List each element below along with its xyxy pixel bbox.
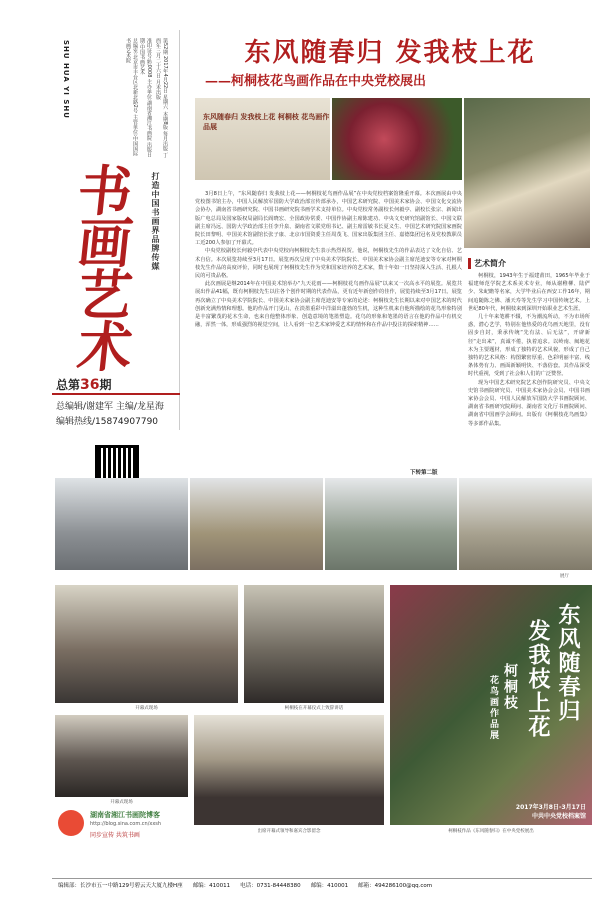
weibo-url[interactable]: http://blog.sina.com.cn/xxsh bbox=[90, 821, 162, 827]
masthead-info-2: 准印证号:黔0008 主办单位:湖南省湘江书画院 出版日期:中国书画艺术 bbox=[139, 38, 152, 158]
footer-fax: 邮编：410001 bbox=[310, 882, 349, 889]
weibo-name: 湖南省湘江书画院博客 bbox=[90, 811, 160, 819]
gallery-strip bbox=[55, 478, 592, 570]
hotline: 编辑热线/15874907790 bbox=[56, 417, 159, 427]
poster-subtitle: 花鸟画作品展 bbox=[488, 675, 498, 741]
footer bbox=[52, 878, 592, 890]
poster-artist: 柯桐枝 bbox=[502, 663, 518, 711]
footer-postcode: 邮编：410011 bbox=[192, 882, 231, 889]
masthead-info-1: 总编室:北京市丰台区北新北路2号 主管单位:中国国际书画艺术院 bbox=[125, 38, 138, 157]
bio-paragraph-2: 几十年来笔耕不辍，不为潮流所动，不为市场所惑，潜心艺学，特别在他热爱的花鸟画天地里，没有固步自封，秉承传统“先有法、后无法”，开辟新径“走出来”，真诚不倦，执着追求。以岭南、闽地花木为主要题材，形成了独特的艺术风貌，形成了自己独特的艺术风格：构图繁密厚重、色彩明丽丰富、线条体势有力、画面新颖明快、不落俗套。其作品深受时代重视，受到了社会和人们的广泛赞誉。 bbox=[468, 314, 590, 378]
gallery-photo-2 bbox=[190, 478, 323, 570]
poster-date: 2017年3月8日-3月17日 bbox=[515, 804, 586, 811]
bio-title: 艺术简介 bbox=[468, 258, 506, 269]
slogan: 打造中国书画界品牌传媒 bbox=[151, 172, 160, 271]
ceremony-photo bbox=[55, 715, 188, 797]
weibo-block[interactable] bbox=[58, 808, 188, 842]
banner-photo-text: 东风随春归 发我枝上花 柯桐枝 花鸟画作品展 bbox=[203, 112, 330, 131]
subhead: ——柯桐枝花鸟画作品在中央党校展出 bbox=[205, 74, 427, 89]
issue-value: 36 bbox=[80, 377, 100, 393]
issue-suffix: 期 bbox=[99, 378, 112, 392]
exhibition-banner-photo bbox=[195, 98, 330, 180]
footer-address: 编辑部：长沙市五一中路129号碧云天大厦九楼H座 bbox=[58, 882, 183, 889]
poster-venue: 中共中央党校档案馆 bbox=[531, 813, 586, 820]
group-caption: 出席开幕式领导和嘉宾合影留念 bbox=[257, 829, 321, 834]
gallery-photo-3 bbox=[325, 478, 458, 570]
english-title: SHU HUA YI SHU bbox=[62, 40, 70, 119]
speakers-photo bbox=[244, 585, 384, 703]
article-paragraph-3: 此次画展是继2014年在中国美术馆举办“九天花雨——柯桐枝花鸟画作品展”以来又一次高水平的展览。展览共展出作品41幅，既有柯桐枝先生以往各个创作时期的代表作品，更有近年新创作的佳作，展览持续至3月17日。展览再次确立了中央美术学院院长、中国美术家协会副主席范迪安等专家的论述：柯桐枝先生长期以来对中国艺术的时代创新充满热情和理想。他的作品开门见山，在淡墨重彩中洋溢出蓬勃的生机，这种生机来自他所描绘的花鸟形象特别是丰富繁茂的花木生命，也来自他整体形象、创造意境的笔墨塑造。花鸟的形象和笔墨的语言在他的作品中有机交融，浑然一体，形成强烈的视觉空间，让人看到一位艺术家钟爱艺术的情怀和在作品中投注的探索精神…… bbox=[195, 281, 462, 329]
masthead-divider bbox=[52, 393, 180, 395]
calligraphy-char-3: 艺 bbox=[74, 263, 136, 327]
continued-note: 下转第二版 bbox=[410, 470, 438, 476]
speakers-caption: 柯桐枝在开幕仪式上致辞讲话 bbox=[284, 706, 344, 711]
poster-title-col2: 发我枝上花 bbox=[525, 619, 551, 739]
headline: 东风随春归 发我枝上花 bbox=[244, 38, 536, 68]
calligraphy-logo bbox=[70, 159, 140, 379]
calligraphy-char-1: 书 bbox=[74, 159, 136, 223]
bio-paragraph-3: 现为中国艺术研究院艺术创作院研究员、中央文史馆书画院研究员、中国美术家协会会员、中国书画家协会会员、中国人民解放军国防大学书画院顾问、湖南省书画研究院顾问、湖南省文化厅书画院顾问、湖南省中国画学会顾问。出版有《柯桐枝花鸟画集》等多部作品集。 bbox=[468, 379, 590, 427]
gallery-caption: 展厅 bbox=[560, 574, 569, 579]
bio-paragraph-1: 柯桐枝，1943年生于福建莆田，1965年毕业于福建师范学院艺术系美术专业，师从谢稚柳、陆俨少、朱屺瞻等名家，大学毕业后在西安工作16年，期间追随陈之佛、潘天寿等先生学习中国传统艺术。上世纪80年代，柯桐枝来到深圳开始职业艺术生涯。 bbox=[468, 273, 590, 312]
editors-line: 总编辑/谢建军 主编/龙星海 bbox=[56, 402, 164, 412]
poster-title-col1: 东风随春归 bbox=[555, 603, 581, 723]
weibo-slogan: 同步宣传 共筑书画 bbox=[90, 832, 140, 839]
group-photo bbox=[194, 715, 384, 825]
gallery-photo-4 bbox=[459, 478, 592, 570]
article-body bbox=[195, 190, 462, 480]
poster-caption: 柯桐枝作品《东风随春归》在中央党校展出 bbox=[448, 829, 534, 834]
flower-painting-photo bbox=[332, 98, 462, 180]
calligraphy-char-2: 画 bbox=[74, 211, 136, 275]
exhibition-poster bbox=[390, 585, 592, 825]
article-paragraph-2: 中央党校副校长何毅亭代表中央党校向柯桐枝先生表示热烈祝贺。他说，柯桐枝先生的作品表达了文化自信、艺术自信。本次展览持续至3月17日。展览再次呈现了中央美术学院院长、中国美术家协会副主席范迪安等专家对柯桐枝先生作品的高度评价，同时也展现了柯桐枝先生作为党和国家培养的艺术家，数十年如一日坚持深入生活、扎根人民的可贵品格。 bbox=[195, 248, 462, 280]
issue-label: 总第 bbox=[56, 378, 81, 392]
calligraphy-char-4: 术 bbox=[74, 315, 136, 379]
artist-portrait-photo bbox=[464, 98, 590, 248]
masthead-info-3: 第52期 2017年4月22日 星期六 本期8版 每月出版 丁酉年三月二十六日 月末出版 bbox=[155, 38, 168, 158]
audience-caption: 开幕式现场 bbox=[135, 706, 158, 711]
bio-body bbox=[468, 272, 590, 482]
footer-email[interactable]: 邮箱：494286100@qq.com bbox=[358, 882, 433, 889]
ceremony-caption: 开幕式现场 bbox=[110, 800, 133, 805]
issue-number bbox=[56, 376, 112, 393]
article-paragraph-1: 3月8日上午，“东风随春归 发我枝上花——柯桐枝花鸟画作品展”在中央党校档案馆隆重开幕。本次画展由中央党校图书馆主办，中国人民解放军国防大学政治部宣传部承办，中国艺术研究院、中国美术家协会、中国文化交流协会协办，湖南省书画研究院、中国书画研究院书画学术支持单位。中央党校常务副校长何毅亭、副校长张宗、新闻出版广电总局及国家版权局副局长阎晓宏、全国政协常委、中国作协副主席陈建功、中央文史研究馆副馆长、中国文联副主席冯远、国防大学政治部主任李升泉、湖南省文联党组书记、副主席雷敏书长夏义生、中国艺术研究院国家画院院长田黎明、中国美术馆副馆长张子康、北京市国资委主任周茂飞、国家出版集团主任、嘉德集团冠名及党校教职员工近200人参加了开幕式。 bbox=[195, 191, 462, 247]
weibo-icon bbox=[58, 810, 84, 836]
audience-photo bbox=[55, 585, 238, 703]
gallery-photo-1 bbox=[55, 478, 188, 570]
footer-phone: 电话：0731-84448380 bbox=[240, 882, 301, 889]
